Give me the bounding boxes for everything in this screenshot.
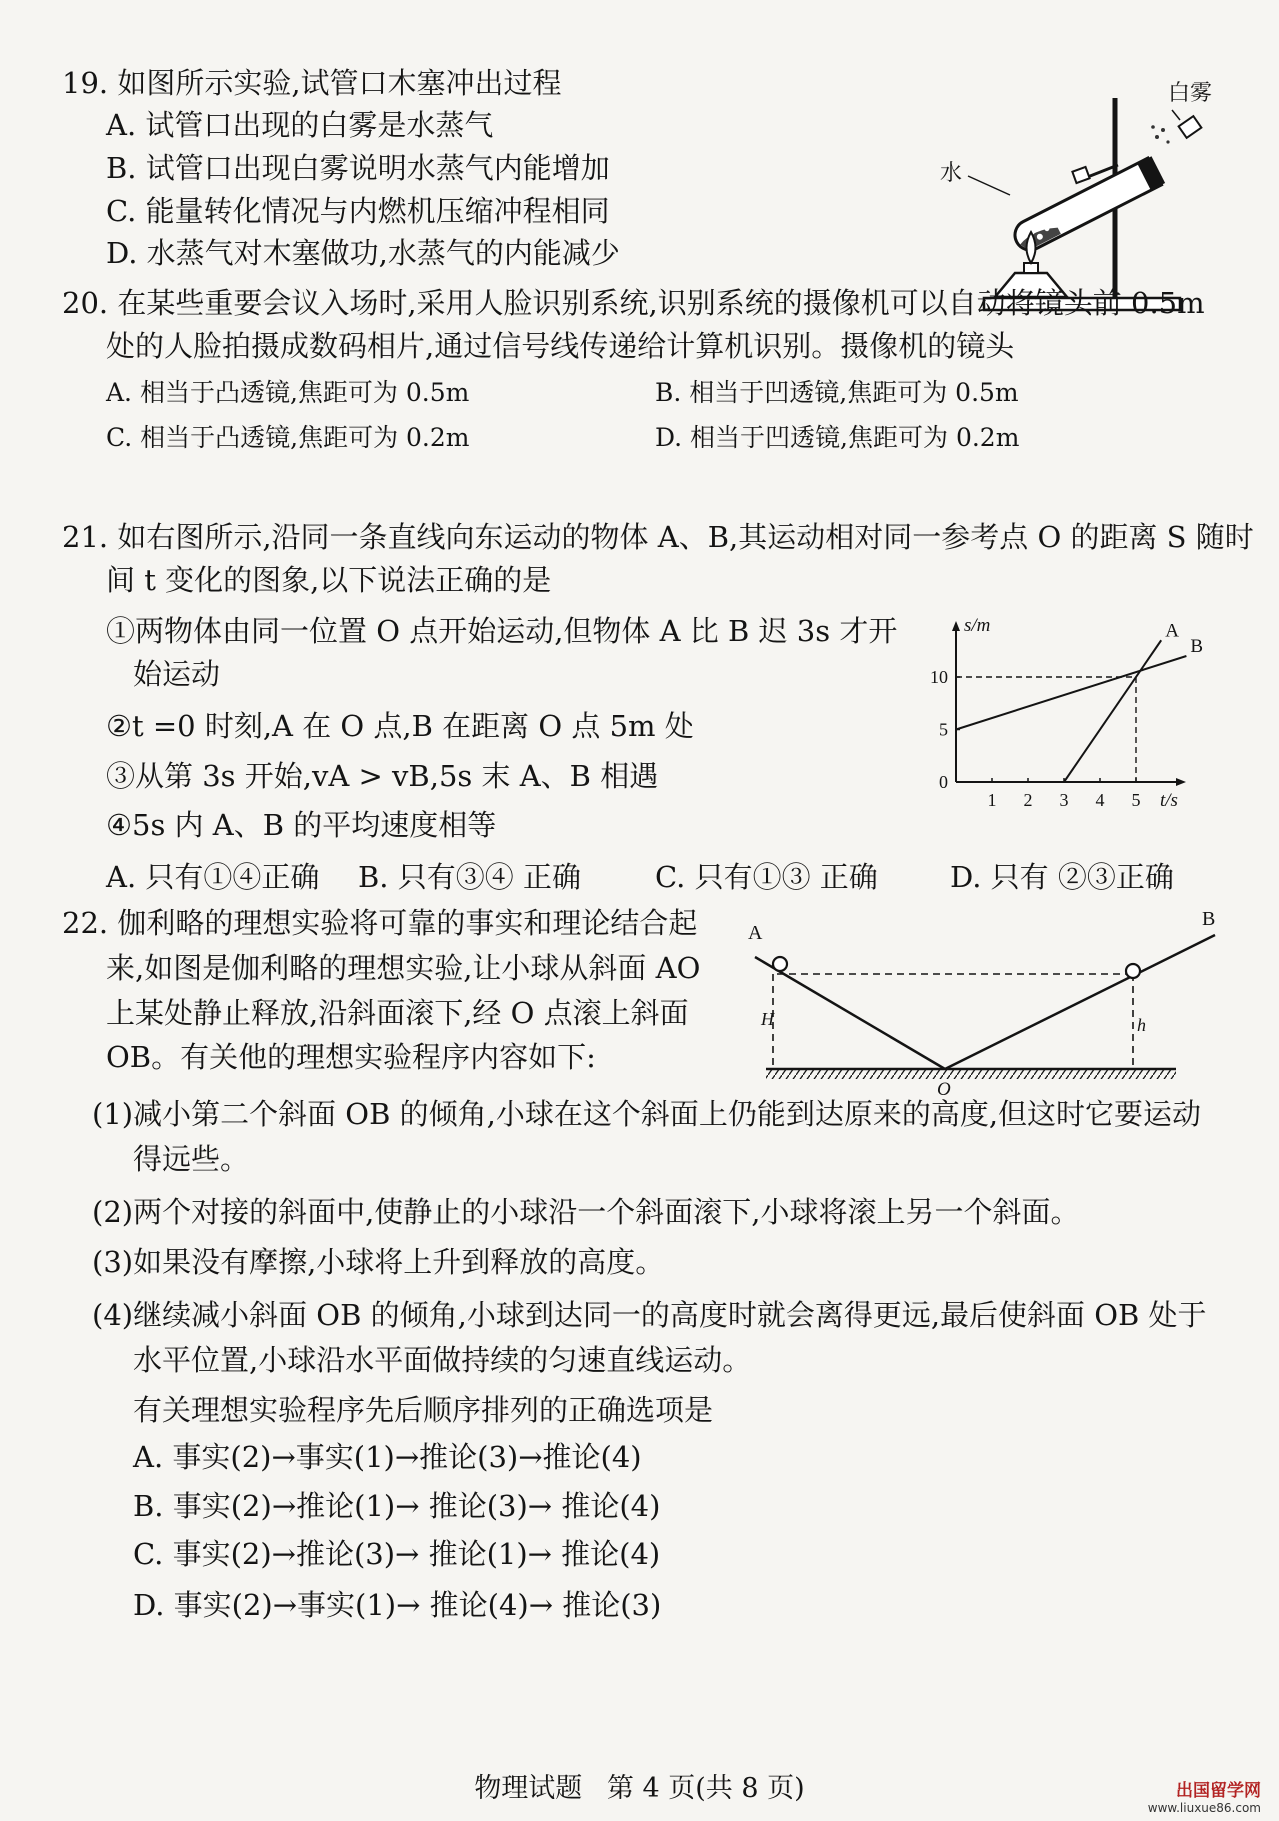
ground-hatch: [766, 1070, 1176, 1079]
q22-stem-line4: OB。有关他的理想实验程序内容如下:: [106, 1040, 596, 1074]
q22-step-1-cont: 得远些。: [133, 1142, 250, 1176]
q22-option-d: D. 事实(2)→事实(1)→ 推论(4)→ 推论(3): [133, 1588, 662, 1622]
watermark-name: 出国留学网: [1176, 1781, 1261, 1801]
st-graph: [920, 610, 1250, 825]
label-b: B: [1202, 908, 1216, 930]
q22-step-2: (2)两个对接的斜面中,使静止的小球沿一个斜面滚下,小球将滚上另一个斜面。: [92, 1195, 1080, 1229]
x-axis-arrow: [1176, 778, 1186, 786]
series-line-a: [1064, 640, 1161, 782]
q21-option-a: A. 只有①④正确: [106, 860, 320, 894]
q20-stem-line1: 20. 在某些重要会议入场时,采用人脸识别系统,识别系统的摄像机可以自动将镜头前 0.5m: [62, 286, 1205, 320]
q20-option-b: B. 相当于凹透镜,焦距可为 0.5m: [655, 378, 1019, 407]
q21-stem-line2: 间 t 变化的图象,以下说法正确的是: [106, 563, 552, 597]
q22-step-1: (1)减小第二个斜面 OB 的倾角,小球在这个斜面上仍能到达原来的高度,但这时它要运动: [92, 1097, 1202, 1131]
st-graph-svg: [920, 610, 1250, 825]
ball-start: [773, 957, 787, 971]
series-label-b: B: [1190, 636, 1204, 657]
q21-statement-1: ①两物体由同一位置 O 点开始运动,但物体 A 比 B 迟 3s 才开: [106, 614, 898, 648]
q21-option-b: B. 只有③④ 正确: [358, 860, 581, 894]
q19-option-c: C. 能量转化情况与内燃机压缩冲程相同: [106, 194, 610, 228]
test-tube-figure: [940, 70, 1260, 320]
incline-ob: [945, 935, 1215, 1069]
incline-figure: [740, 905, 1240, 1100]
watermark: [1148, 1782, 1261, 1815]
y-tick-label: 0: [939, 772, 948, 792]
x-tick-label: 4: [1095, 790, 1105, 810]
footer-subject: 物理试题: [474, 1773, 583, 1804]
test-tube-drawing: [940, 70, 1260, 320]
q20-stem-line2: 处的人脸拍摄成数码相片,通过信号线传递给计算机识别。摄像机的镜头: [106, 329, 1015, 363]
q19-stem: 19. 如图所示实验,试管口木塞冲出过程: [62, 66, 562, 100]
q20-option-a: A. 相当于凸透镜,焦距可为 0.5m: [106, 378, 470, 407]
q22-stem-line2: 来,如图是伽利略的理想实验,让小球从斜面 AO: [106, 951, 701, 985]
label-h-big: H: [761, 1009, 774, 1029]
q21-statement-1-cont: 始运动: [133, 657, 221, 691]
q21-statement-3: ③从第 3s 开始,vA > vB,5s 末 A、B 相遇: [106, 759, 659, 793]
x-tick-label: 1: [987, 790, 997, 810]
series-label-a: A: [1165, 620, 1179, 642]
flame: [1027, 232, 1036, 263]
y-axis-label: s/m: [964, 615, 991, 636]
fog: [1151, 125, 1169, 143]
label-a: A: [748, 922, 763, 944]
q21-stem-line1: 21. 如右图所示,沿同一条直线向东运动的物体 A、B,其运动相对同一参考点 O 的距离 S 随时: [62, 520, 1254, 554]
q22-question: 有关理想实验程序先后顺序排列的正确选项是: [133, 1393, 714, 1427]
x-tick-label: 2: [1023, 790, 1033, 810]
q21-statement-4: ④5s 内 A、B 的平均速度相等: [106, 808, 497, 842]
q22-option-c: C. 事实(2)→推论(3)→ 推论(1)→ 推论(4): [133, 1537, 661, 1571]
q21-statement-2: ②t =0 时刻,A 在 O 点,B 在距离 O 点 5m 处: [106, 709, 694, 743]
clamp-head: [1072, 167, 1089, 183]
x-tick-label: 5: [1131, 790, 1141, 810]
label-fog: 白雾: [1168, 80, 1213, 105]
x-tick-label: 3: [1059, 790, 1069, 810]
q22-stem-line1: 22. 伽利略的理想实验将可靠的事实和理论结合起: [62, 906, 698, 940]
y-axis-arrow: [952, 621, 960, 631]
q21-option-d: D. 只有 ②③正确: [950, 860, 1174, 894]
label-h-small: h: [1137, 1015, 1146, 1035]
page-footer: [0, 1766, 1279, 1805]
q22-option-b: B. 事实(2)→推论(1)→ 推论(3)→ 推论(4): [133, 1489, 661, 1523]
q21-option-c: C. 只有①③ 正确: [655, 860, 878, 894]
series-line-b: [956, 656, 1186, 730]
q22-step-3: (3)如果没有摩擦,小球将上升到释放的高度。: [92, 1245, 665, 1279]
q20-option-d: D. 相当于凹透镜,焦距可为 0.2m: [655, 423, 1020, 452]
label-water: 水: [940, 160, 963, 185]
q22-option-a: A. 事实(2)→事实(1)→推论(3)→推论(4): [133, 1440, 642, 1474]
q19-option-b: B. 试管口出现白雾说明水蒸气内能增加: [106, 151, 610, 185]
q19-option-a: A. 试管口出现的白雾是水蒸气: [106, 108, 494, 142]
q22-step-4-cont: 水平位置,小球沿水平面做持续的匀速直线运动。: [133, 1343, 752, 1377]
x-axis-label: t/s: [1160, 790, 1178, 811]
q20-option-c: C. 相当于凸透镜,焦距可为 0.2m: [106, 423, 470, 452]
watermark-url: www.liuxue86.com: [1147, 1801, 1261, 1815]
q22-step-4: (4)继续减小斜面 OB 的倾角,小球到达同一的高度时就会离得更远,最后使斜面 OB 处于: [92, 1298, 1207, 1332]
y-tick-label: 10: [930, 667, 948, 687]
y-tick-label: 5: [939, 719, 948, 740]
incline-drawing: [740, 905, 1240, 1100]
flying-cork: [1179, 116, 1202, 138]
label-o: O: [937, 1079, 951, 1100]
q19-option-d: D. 水蒸气对木塞做功,水蒸气的内能减少: [106, 236, 620, 270]
ball-end: [1126, 964, 1140, 978]
footer-page-number: 第 4 页(共 8 页): [606, 1773, 805, 1804]
q22-stem-line3: 上某处静止释放,沿斜面滚下,经 O 点滚上斜面: [106, 996, 689, 1030]
